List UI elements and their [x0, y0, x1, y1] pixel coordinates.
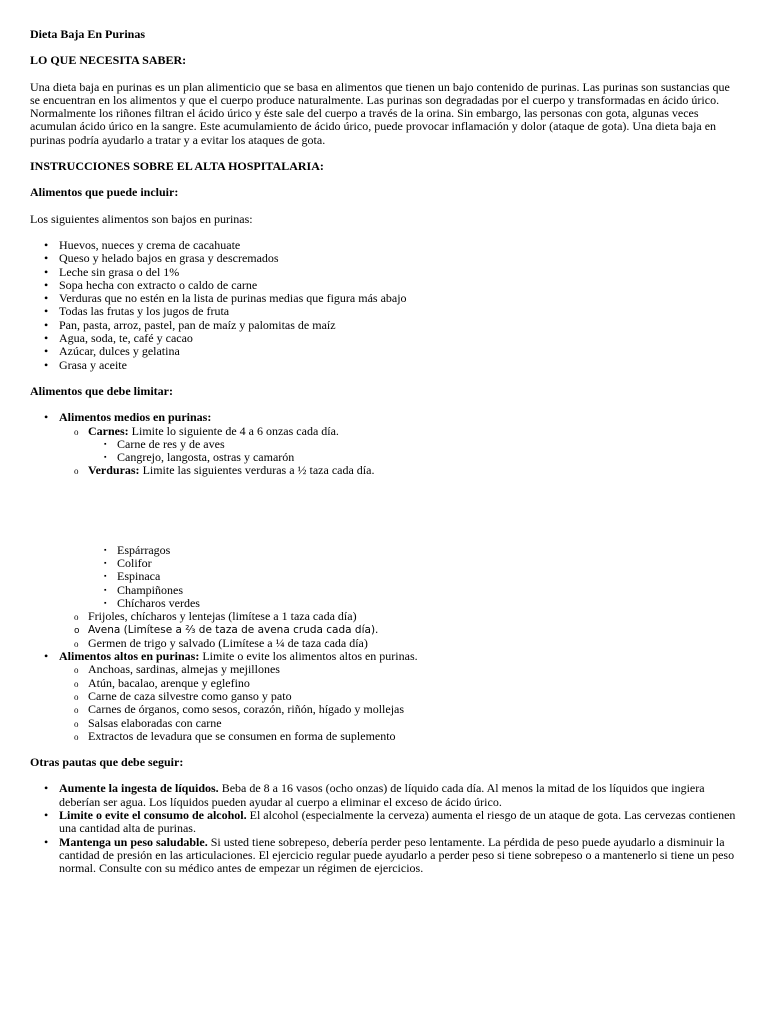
- list-item-fluids: [59, 782, 738, 809]
- list-item: ▪ Carne de res y de aves: [117, 438, 738, 451]
- list-item: o Extractos de levadura que se consumen en forma de suplemento: [88, 730, 738, 743]
- high-purines-label: Alimentos altos en purinas:: [59, 649, 200, 664]
- list-item: ▪ Espárragos: [117, 544, 738, 557]
- list-item: ▪ Espinaca: [117, 570, 738, 583]
- vegetables-text: Limite las siguientes verduras a ½ taza cada día.: [139, 463, 375, 478]
- high-sublist: [59, 663, 738, 743]
- subheading-foods-include: Alimentos que puede incluir:: [30, 185, 179, 200]
- list-item: o Carne de caza silvestre como ganso y pato: [88, 690, 738, 703]
- vegetables-label: Verduras:: [88, 463, 140, 478]
- medium-purines-label: Alimentos medios en purinas:: [59, 410, 212, 425]
- list-item: ▪ Cangrejo, langosta, ostras y camarón: [117, 451, 738, 464]
- list-item: • Leche sin grasa o del 1%: [59, 266, 738, 279]
- alcohol-label: Limite o evite el consumo de alcohol.: [59, 808, 247, 823]
- section-heading-need-to-know: LO QUE NECESITA SABER:: [30, 53, 187, 68]
- list-item: ▪ Chícharos verdes: [117, 597, 738, 610]
- weight-label: Mantenga un peso saludable.: [59, 834, 208, 849]
- include-intro: Los siguientes alimentos son bajos en purinas:: [30, 211, 253, 226]
- subheading-foods-limit: Alimentos que debe limitar:: [30, 383, 173, 398]
- meats-sublist: [88, 438, 738, 465]
- list-item: • Verduras que no estén en la lista de purinas medias que figura más abajo: [59, 292, 738, 305]
- list-item-wheat-germ: o Germen de trigo y salvado (Limítese a ¼ de taza cada día): [88, 637, 738, 650]
- list-item-meats: [88, 425, 738, 465]
- meats-label: Carnes:: [88, 423, 129, 438]
- list-item-medium-purines: [59, 411, 738, 650]
- list-item: o Atún, bacalao, arenque y eglefino: [88, 677, 738, 690]
- list-item: • Grasa y aceite: [59, 359, 738, 372]
- list-item-beans: o Frijoles, chícharos y lentejas (limítese a 1 taza cada día): [88, 610, 738, 623]
- limit-list: [30, 411, 738, 743]
- list-item: • Queso y helado bajos en grasa y descremados: [59, 252, 738, 265]
- list-item: • Huevos, nueces y crema de cacahuate: [59, 239, 738, 252]
- list-item: • Agua, soda, te, café y cacao: [59, 332, 738, 345]
- section-heading-discharge: INSTRUCCIONES SOBRE EL ALTA HOSPITALARIA:: [30, 159, 324, 174]
- list-item: • Todas las frutas y los jugos de fruta: [59, 305, 738, 318]
- meats-text: Limite lo siguiente de 4 a 6 onzas cada día.: [128, 423, 339, 438]
- subheading-other-guidelines: Otras pautas que debe seguir:: [30, 755, 184, 770]
- high-purines-text: Limite o evite los alimentos altos en purinas.: [199, 649, 418, 664]
- blank-gap: [88, 478, 738, 544]
- vegetables-sublist: [88, 544, 738, 610]
- fluids-label: Aumente la ingesta de líquidos.: [59, 781, 219, 796]
- intro-paragraph: Una dieta baja en purinas es un plan alimenticio que se basa en alimentos que tienen un bajo contenido de purinas. Las purinas son sustancias que se encuentran en los alimentos y que el cuerpo produce naturalmente. Las purinas son degradadas por el cuerpo y transformadas en ácido úrico. Normalmente los riñones filtran el ácido úrico y éste sale del cuerpo a través de la orina. Sin embargo, las personas con gota, algunas veces acumulan ácido úrico en la sangre. Este acumulamiento de ácido úrico, puede provocar inflamación y dolor (ataque de gota). Una dieta baja en purinas podría ayudarlo a tratar y a evitar los ataques de gota.: [30, 79, 730, 147]
- list-item-oats: o Avena (Limítese a ⅔ de taza de avena cruda cada día).: [88, 624, 738, 637]
- other-list: [30, 782, 738, 875]
- list-item: ▪ Colifor: [117, 557, 738, 570]
- weight-text: Si usted tiene sobrepeso, debería perder peso lentamente. La pérdida de peso puede ayudarlo a disminuir la cantidad de presión en las articulaciones. El ejercicio regular puede ayudarlo a perder peso si tiene sobrepeso o a mantenerlo si tiene un peso normal. Consulte con su médico antes de empezar un régimen de ejercicios.: [59, 834, 735, 876]
- list-item: ▪ Champiñones: [117, 584, 738, 597]
- list-item-weight: [59, 836, 738, 876]
- alcohol-text: El alcohol (especialmente la cerveza) aumenta el riesgo de un ataque de gota. Las cervezas contienen una cantidad alta de purinas.: [59, 808, 736, 836]
- list-item-high-purines: [59, 650, 738, 743]
- list-item: • Azúcar, dulces y gelatina: [59, 345, 738, 358]
- list-item: • Pan, pasta, arroz, pastel, pan de maíz y palomitas de maíz: [59, 319, 738, 332]
- list-item-vegetables: [88, 464, 738, 610]
- list-item: • Sopa hecha con extracto o caldo de carne: [59, 279, 738, 292]
- list-item: o Carnes de órganos, como sesos, corazón, riñón, hígado y mollejas: [88, 703, 738, 716]
- include-list: [30, 239, 738, 372]
- medium-sublist: [59, 425, 738, 651]
- list-item: o Anchoas, sardinas, almejas y mejillones: [88, 663, 738, 676]
- list-item-alcohol: [59, 809, 738, 836]
- list-item: o Salsas elaboradas con carne: [88, 717, 738, 730]
- fluids-text: Beba de 8 a 16 vasos (ocho onzas) de líquido cada día. Al menos la mitad de los líquidos que ingiera deberían ser agua. Los líquidos pueden ayudar al cuerpo a eliminar el exceso de ácido úrico.: [59, 781, 705, 809]
- document-title: Dieta Baja En Purinas: [30, 27, 146, 41]
